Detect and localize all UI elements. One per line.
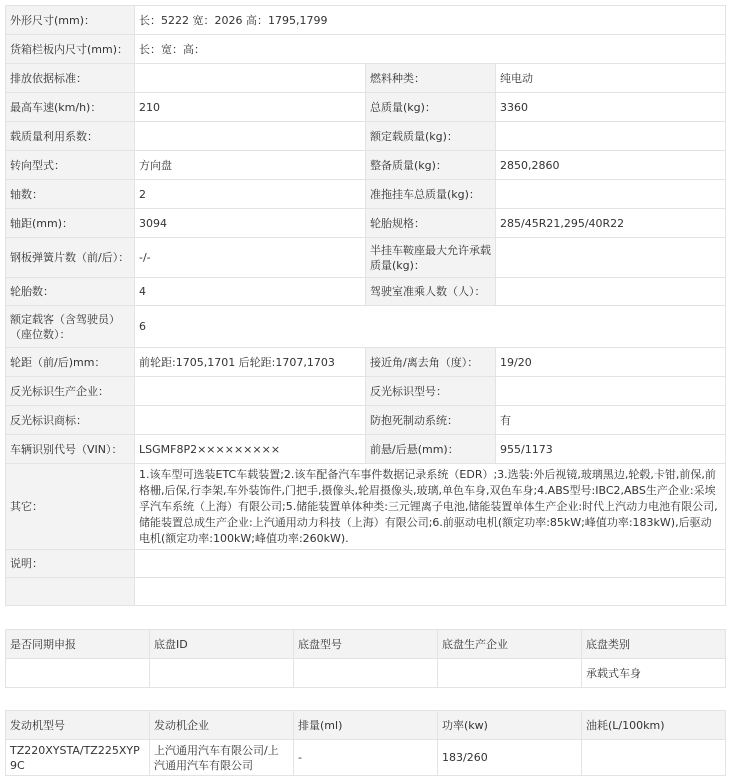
spec-label: 反光标识生产企业： [6, 377, 135, 406]
chassis-cell: 承载式车身 [582, 659, 726, 688]
spec-label: 反光标识商标： [6, 406, 135, 435]
chassis-header: 底盘生产企业 [438, 630, 582, 659]
chassis-header: 底盘类别 [582, 630, 726, 659]
engine-cell: 上汽通用汽车有限公司/上汽通用汽车有限公司 [150, 740, 294, 776]
chassis-table [5, 629, 726, 688]
chassis-row [6, 659, 726, 688]
spec-row [6, 278, 726, 306]
spec-label: 轴数： [6, 180, 135, 209]
spec-row [6, 377, 726, 406]
spec-label: 轮距（前/后)mm： [6, 348, 135, 377]
spec-value: 3360 [496, 93, 726, 122]
spec-value: LSGMF8P2××××××××× [135, 435, 366, 464]
spec-label: 车辆识别代号（VIN）： [6, 435, 135, 464]
spec-value [135, 377, 366, 406]
spec-row [6, 6, 726, 35]
spec-label: 准拖挂车总质量(kg)： [366, 180, 496, 209]
spec-label: 额定载客（含驾驶员）（座位数）： [6, 306, 135, 348]
spec-row [6, 151, 726, 180]
engine-header: 油耗(L/100km) [582, 711, 726, 740]
note-text-extra [135, 578, 726, 606]
spec-value [135, 406, 366, 435]
spec-value [135, 64, 366, 93]
spec-row [6, 306, 726, 348]
spec-value: 955/1173 [496, 435, 726, 464]
spec-value: 285/45R21,295/40R22 [496, 209, 726, 238]
chassis-cell [6, 659, 150, 688]
spec-value: 长：5222 宽：2026 高：1795,1799 [135, 6, 726, 35]
engine-header: 功率(kw) [438, 711, 582, 740]
spec-label: 整备质量(kg)： [366, 151, 496, 180]
spec-label: 轴距(mm)： [6, 209, 135, 238]
spec-value: 前轮距:1705,1701 后轮距:1707,1703 [135, 348, 366, 377]
note-row-extra [6, 578, 726, 606]
spec-label: 驾驶室准乘人数（人）： [366, 278, 496, 306]
spec-value [496, 278, 726, 306]
spec-label: 额定载质量(kg)： [366, 122, 496, 151]
spec-value: 有 [496, 406, 726, 435]
spec-value [135, 122, 366, 151]
spec-value: 6 [135, 306, 726, 348]
spec-row [6, 35, 726, 64]
spec-value: 2850,2860 [496, 151, 726, 180]
chassis-header: 底盘ID [150, 630, 294, 659]
spec-value: 4 [135, 278, 366, 306]
spec-label: 载质量利用系数： [6, 122, 135, 151]
note-row [6, 550, 726, 578]
engine-header-row [6, 711, 726, 740]
spec-label: 外形尺寸(mm)： [6, 6, 135, 35]
chassis-header: 底盘型号 [294, 630, 438, 659]
note-label: 说明： [6, 550, 135, 578]
spec-row [6, 348, 726, 377]
spec-label: 半挂车鞍座最大允许承载质量(kg)： [366, 238, 496, 278]
spec-row [6, 406, 726, 435]
spec-value [496, 238, 726, 278]
other-label: 其它： [6, 464, 135, 550]
spec-value: 210 [135, 93, 366, 122]
spec-label: 接近角/离去角（度）： [366, 348, 496, 377]
spec-label: 转向型式： [6, 151, 135, 180]
chassis-cell [294, 659, 438, 688]
spec-value: 方向盘 [135, 151, 366, 180]
spec-value: 长：宽：高： [135, 35, 726, 64]
spec-value [496, 122, 726, 151]
engine-cell: 183/260 [438, 740, 582, 776]
spec-label: 反光标识型号： [366, 377, 496, 406]
engine-header: 发动机型号 [6, 711, 150, 740]
other-text: 1.该车型可选装ETC车载装置;2.该车配备汽车事件数据记录系统（EDR）;3.选装:外后视镜,玻璃黑边,轮毂,卡钳,前保,前格栅,后保,行李架,车外装饰件,门把手,摄像头,轮眉摄像头,玻璃,单色车身,双色车身;4.ABS型号:IBC2,ABS生产企业:采埃孚汽车系统（上海）有限公司;5.储能装置单体种类:三元锂离子电池,储能装置单体生产企业:时代上汽动力电池有限公司,储能装置总成生产企业:上汽通用动力科技（上海）有限公司;6.前驱动电机(额定功率:85kW;峰值功率:183kW),后驱动电机(额定功率:100kW;峰值功率:260kW). [135, 464, 726, 550]
spec-label: 排放依据标准： [6, 64, 135, 93]
chassis-header-row [6, 630, 726, 659]
spec-label: 钢板弹簧片数（前/后）： [6, 238, 135, 278]
engine-cell: TZ220XYSTA/TZ225XYP9C [6, 740, 150, 776]
spec-value: -/- [135, 238, 366, 278]
spec-label: 最高车速(km/h)： [6, 93, 135, 122]
engine-cell: - [294, 740, 438, 776]
spec-value: 3094 [135, 209, 366, 238]
spec-label: 货箱栏板内尺寸(mm)： [6, 35, 135, 64]
chassis-header: 是否同期申报 [6, 630, 150, 659]
note-text [135, 550, 726, 578]
spec-row [6, 64, 726, 93]
spec-label: 总质量(kg)： [366, 93, 496, 122]
spec-value: 2 [135, 180, 366, 209]
spec-value [496, 377, 726, 406]
engine-header: 排量(ml) [294, 711, 438, 740]
spec-value [496, 180, 726, 209]
engine-header: 发动机企业 [150, 711, 294, 740]
spec-label: 前悬/后悬(mm)： [366, 435, 496, 464]
spec-value: 纯电动 [496, 64, 726, 93]
engine-cell [582, 740, 726, 776]
spec-label: 燃料种类： [366, 64, 496, 93]
spec-label: 轮胎规格： [366, 209, 496, 238]
spec-row [6, 238, 726, 278]
spec-value: 19/20 [496, 348, 726, 377]
spec-table [5, 5, 726, 606]
spec-row [6, 122, 726, 151]
spec-row [6, 180, 726, 209]
engine-table [5, 710, 726, 776]
note-label-extra [6, 578, 135, 606]
chassis-cell [438, 659, 582, 688]
spec-label: 轮胎数： [6, 278, 135, 306]
spec-row [6, 435, 726, 464]
spec-row [6, 93, 726, 122]
other-row [6, 464, 726, 550]
chassis-cell [150, 659, 294, 688]
spec-row [6, 209, 726, 238]
spec-label: 防抱死制动系统： [366, 406, 496, 435]
engine-row [6, 740, 726, 776]
